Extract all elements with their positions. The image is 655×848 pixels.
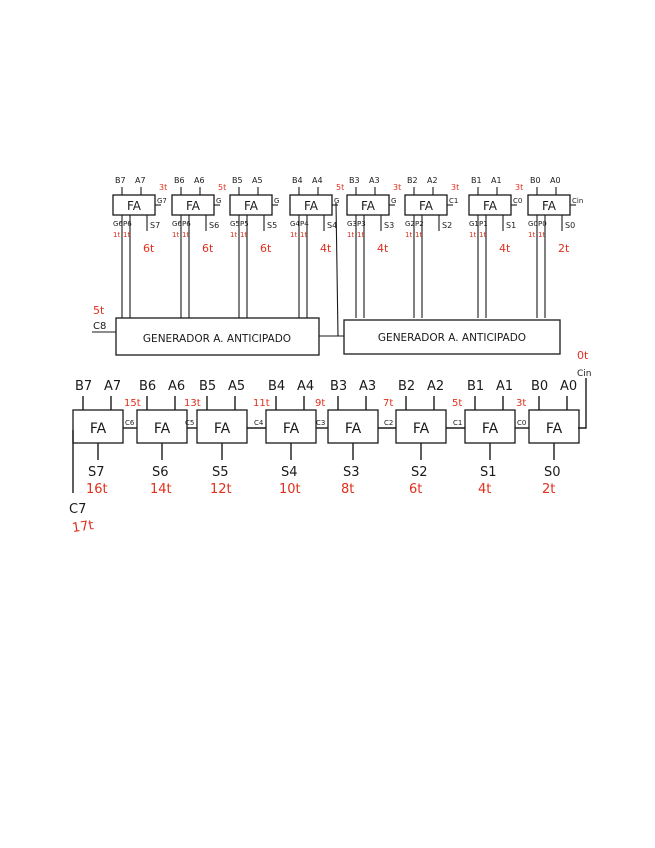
carry-out-label: G (274, 197, 280, 205)
fa-label: FA (545, 421, 563, 437)
top-cell-3 (347, 176, 401, 318)
sum-time: 12t (210, 482, 232, 497)
input-wires (207, 396, 235, 410)
carry-out-label: C0 (513, 197, 523, 205)
pin-g-time: 1t (347, 231, 355, 239)
input-b-label: B7 (115, 176, 126, 185)
pin-g-label: G0 (528, 220, 538, 228)
pin-g-time: 1t (113, 231, 121, 239)
bottom-cell-4 (253, 379, 316, 497)
input-b-label: B2 (398, 379, 416, 394)
gen-carry-out-time: 5t (93, 304, 105, 317)
input-wires (338, 396, 366, 410)
fa-label: FA (482, 199, 498, 213)
input-a-label: A4 (312, 176, 323, 185)
top-fa-cells (113, 176, 583, 318)
sum-time: 4t (478, 482, 492, 497)
bottom-cell-5 (184, 379, 247, 497)
pin-p-label: P2 (415, 220, 424, 228)
gen-carry-out-label: C8 (93, 321, 107, 332)
pin-g-label: G5 (230, 220, 240, 228)
carry-time: 3t (515, 183, 524, 192)
carry-out-label: G7 (157, 197, 167, 205)
sum-time: 6t (143, 242, 155, 255)
input-b-label: B4 (268, 379, 286, 394)
input-a-label: A3 (359, 379, 377, 394)
fa-label: FA (303, 199, 319, 213)
input-a-label: A2 (427, 176, 438, 185)
fa-label: FA (185, 199, 201, 213)
input-wires (299, 187, 318, 195)
final-carry-time: 17t (71, 518, 95, 537)
top-cell-5 (230, 176, 279, 318)
input-wires (406, 396, 434, 410)
carry-time: 13t (184, 398, 201, 409)
pin-p-time: 1t (300, 231, 308, 239)
fa-label: FA (243, 199, 259, 213)
bottom-circuit (69, 349, 592, 536)
pin-g-label: G6 (172, 220, 182, 228)
input-wires (475, 396, 503, 410)
input-wires (478, 187, 497, 195)
sum-label: S6 (152, 465, 169, 480)
sum-time: 10t (279, 482, 301, 497)
pin-g-time: 1t (469, 231, 477, 239)
input-b-label: B5 (232, 176, 243, 185)
sum-label: S1 (506, 221, 517, 230)
pin-g-time: 1t (172, 231, 180, 239)
sum-label: S5 (212, 465, 229, 480)
input-a-label: A6 (168, 379, 186, 394)
carry-out-label: C1 (449, 197, 459, 205)
top-cell-1 (469, 176, 523, 318)
input-wires (181, 187, 200, 195)
sum-label: S0 (544, 465, 561, 480)
pin-g-label: G3 (347, 220, 357, 228)
carry-time: 3t (393, 183, 402, 192)
sum-label: S3 (343, 465, 360, 480)
fa-label: FA (541, 199, 557, 213)
sum-label: S2 (411, 465, 428, 480)
fa-label: FA (282, 421, 300, 437)
top-circuit (92, 176, 583, 355)
input-wires (147, 396, 175, 410)
pin-p-label: P3 (357, 220, 366, 228)
carry-out-label: G (391, 197, 397, 205)
sum-label: S7 (150, 221, 161, 230)
input-b-label: B3 (330, 379, 348, 394)
input-wires (122, 187, 141, 195)
input-wires (539, 396, 567, 410)
input-wires (537, 187, 556, 195)
sum-time: 2t (542, 482, 556, 497)
pin-p-label: P6 (123, 220, 132, 228)
top-cell-2 (405, 176, 459, 318)
carry-link-label: C3 (316, 419, 326, 427)
final-carry-label: C7 (69, 502, 87, 517)
sum-label: S5 (267, 221, 278, 230)
carry-time: 3t (516, 398, 527, 409)
input-wires (239, 187, 258, 195)
carry-time: 5t (452, 398, 463, 409)
carry-link-label: C5 (185, 419, 195, 427)
pin-p-time: 1t (240, 231, 248, 239)
carry-link-label: C0 (517, 419, 527, 427)
input-wires (414, 187, 433, 195)
carry-in-time: 0t (577, 349, 589, 362)
top-cell-7 (113, 176, 167, 318)
input-wires (356, 187, 375, 195)
sum-label: S0 (565, 221, 576, 230)
input-b-label: B6 (139, 379, 157, 394)
lookahead-generator-left-label: GENERADOR A. ANTICIPADO (142, 333, 292, 345)
pin-g-time: 1t (230, 231, 238, 239)
top-cell-6 (172, 176, 226, 318)
bottom-cell-6 (124, 379, 187, 497)
bottom-fa-cells (73, 379, 579, 497)
input-b-label: B0 (531, 379, 549, 394)
fa-label: FA (418, 199, 434, 213)
sum-label: S6 (209, 221, 220, 230)
sum-time: 6t (260, 242, 272, 255)
carry-link-label: C1 (453, 419, 463, 427)
pin-p-time: 1t (415, 231, 423, 239)
pin-g-label: G1 (469, 220, 479, 228)
sum-time: 16t (86, 482, 108, 497)
fa-label: FA (153, 421, 171, 437)
sum-time: 2t (558, 242, 570, 255)
pin-p-label: P1 (479, 220, 488, 228)
sum-label: S3 (384, 221, 395, 230)
sum-time: 6t (409, 482, 423, 497)
input-b-label: B1 (471, 176, 482, 185)
sum-time: 14t (150, 482, 172, 497)
fa-label: FA (360, 199, 376, 213)
pin-p-time: 1t (182, 231, 190, 239)
sum-time: 6t (202, 242, 214, 255)
bottom-cell-3 (315, 379, 378, 497)
carry-time: 11t (253, 398, 270, 409)
input-a-label: A7 (104, 379, 122, 394)
input-a-label: A1 (491, 176, 502, 185)
top-cell-0 (528, 176, 583, 318)
carry-out-label: G (334, 197, 340, 205)
pin-g-time: 1t (290, 231, 298, 239)
pin-p-time: 1t (538, 231, 546, 239)
bottom-cell-7 (73, 379, 123, 497)
fa-label: FA (481, 421, 499, 437)
pin-p-time: 1t (123, 231, 131, 239)
sum-label: S2 (442, 221, 453, 230)
bottom-cell-0 (516, 379, 579, 497)
input-b-label: B0 (530, 176, 541, 185)
input-b-label: B6 (174, 176, 185, 185)
pin-g-time: 1t (405, 231, 413, 239)
carry-time: 5t (218, 183, 227, 192)
input-a-label: A7 (135, 176, 146, 185)
carry-time: 5t (336, 183, 345, 192)
pin-p-label: P5 (240, 220, 249, 228)
input-a-label: A0 (550, 176, 561, 185)
pin-g-time: 1t (528, 231, 536, 239)
carry-out-label: G (216, 197, 222, 205)
pin-p-label: P4 (300, 220, 309, 228)
carry-in-label: Cin (577, 369, 592, 379)
sum-time: 4t (499, 242, 511, 255)
top-cell-4 (290, 176, 344, 318)
input-a-label: A4 (297, 379, 315, 394)
sum-label: S7 (88, 465, 105, 480)
pin-g-label: G6 (113, 220, 123, 228)
fa-label: FA (412, 421, 430, 437)
fa-label: FA (89, 421, 107, 437)
pin-p-label: P6 (182, 220, 191, 228)
input-a-label: A1 (496, 379, 514, 394)
input-a-label: A3 (369, 176, 380, 185)
pin-p-time: 1t (357, 231, 365, 239)
bottom-cell-1 (452, 379, 515, 497)
pin-g-label: G4 (290, 220, 300, 228)
input-b-label: B3 (349, 176, 360, 185)
fa-label: FA (213, 421, 231, 437)
sum-time: 4t (320, 242, 332, 255)
input-a-label: A5 (252, 176, 263, 185)
input-wires (276, 396, 304, 410)
fa-label: FA (344, 421, 362, 437)
input-b-label: B2 (407, 176, 418, 185)
input-wires (83, 396, 111, 410)
carry-out-label: Cin (572, 197, 584, 205)
sum-label: S1 (480, 465, 497, 480)
carry-time: 3t (451, 183, 460, 192)
carry-time: 9t (315, 398, 326, 409)
carry-time: 3t (159, 183, 168, 192)
input-a-label: A6 (194, 176, 205, 185)
sum-time: 4t (377, 242, 389, 255)
input-a-label: A2 (427, 379, 445, 394)
input-b-label: B7 (75, 379, 93, 394)
input-b-label: B5 (199, 379, 217, 394)
carry-link-label: C4 (254, 419, 264, 427)
carry-link-label: C6 (125, 419, 135, 427)
pin-p-label: P0 (538, 220, 547, 228)
pin-g-label: G2 (405, 220, 415, 228)
pin-p-time: 1t (479, 231, 487, 239)
input-b-label: B1 (467, 379, 485, 394)
carry-link-label: C2 (384, 419, 394, 427)
carry-time: 7t (383, 398, 394, 409)
fa-label: FA (126, 199, 142, 213)
lookahead-generator-right-label: GENERADOR A. ANTICIPADO (377, 332, 527, 344)
sum-time: 8t (341, 482, 355, 497)
sum-label: S4 (327, 221, 338, 230)
sum-label: S4 (281, 465, 298, 480)
bottom-cell-2 (383, 379, 446, 497)
carry-time: 15t (124, 398, 141, 409)
input-b-label: B4 (292, 176, 303, 185)
input-a-label: A5 (228, 379, 246, 394)
input-a-label: A0 (560, 379, 578, 394)
